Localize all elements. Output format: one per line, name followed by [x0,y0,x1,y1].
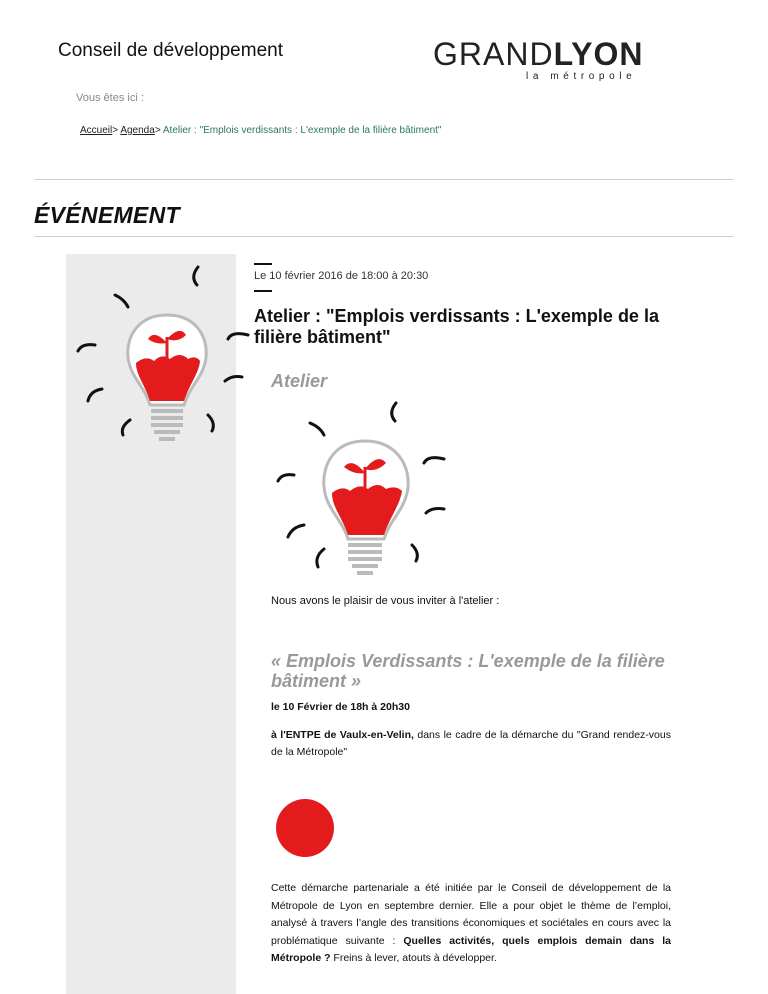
description-question: Quelles activités, quels emplois demain dans la Métropole ? [271,934,671,964]
breadcrumb-separator: > [112,125,119,136]
breadcrumb-current: Atelier : "Emplois verdissants : L'exemple de la filière bâtiment" [162,125,442,136]
date-top-dash [254,263,272,265]
section-title: ÉVÉNEMENT [34,202,180,228]
description-text: Cette démarche partenariale a été initiée par le Conseil de développement de la Métropole de Lyon en septembre dernier. Elle a pour objet le thème de l’emploi, analysé à travers l’angle des transitions économiques et sociétales en cours avec la problématique suivante : Quelles activités, quels emplois demain dans la Métropole ? Freins à lever, atouts à développer. [271,882,671,964]
lightbulb-plant-image [268,395,458,595]
divider [34,179,734,180]
grandlyon-logo[interactable] [433,36,644,82]
red-dot-image [276,799,334,857]
workshop-date: le 10 Février de 18h à 20h30 [271,701,410,713]
event-subtitle: Atelier [271,371,328,391]
breadcrumb [80,125,441,136]
breadcrumb-home-link[interactable]: Accueil [80,125,113,136]
logo-wordmark: GRANDLYON [433,36,644,72]
logo-subtitle: la métropole [526,71,637,82]
workshop-title: « Emplois Verdissants : L'exemple de la filière bâtiment » [271,651,665,691]
lightbulb-plant-icon [60,255,250,455]
event-title: Atelier : "Emplois verdissants : L'exemple de la filière bâtiment" [254,306,659,347]
event-date: Le 10 février 2016 de 18:00 à 20:30 [254,270,429,282]
site-title[interactable]: Conseil de développement [58,40,283,61]
breadcrumb-intro: Vous êtes ici : [76,92,144,104]
invite-text: Nous avons le plaisir de vous inviter à l'atelier : [271,595,500,607]
venue-context: dans le cadre de la démarche du "Grand rendez-vous de la Métropole" [271,729,671,758]
date-bottom-dash [254,290,272,292]
workshop-venue [271,727,671,761]
breadcrumb-separator: > [154,125,161,136]
breadcrumb-agenda-link[interactable]: Agenda [120,125,155,136]
venue-name: à l'ENTPE de Vaulx-en-Velin, [271,729,414,741]
divider [34,236,734,237]
